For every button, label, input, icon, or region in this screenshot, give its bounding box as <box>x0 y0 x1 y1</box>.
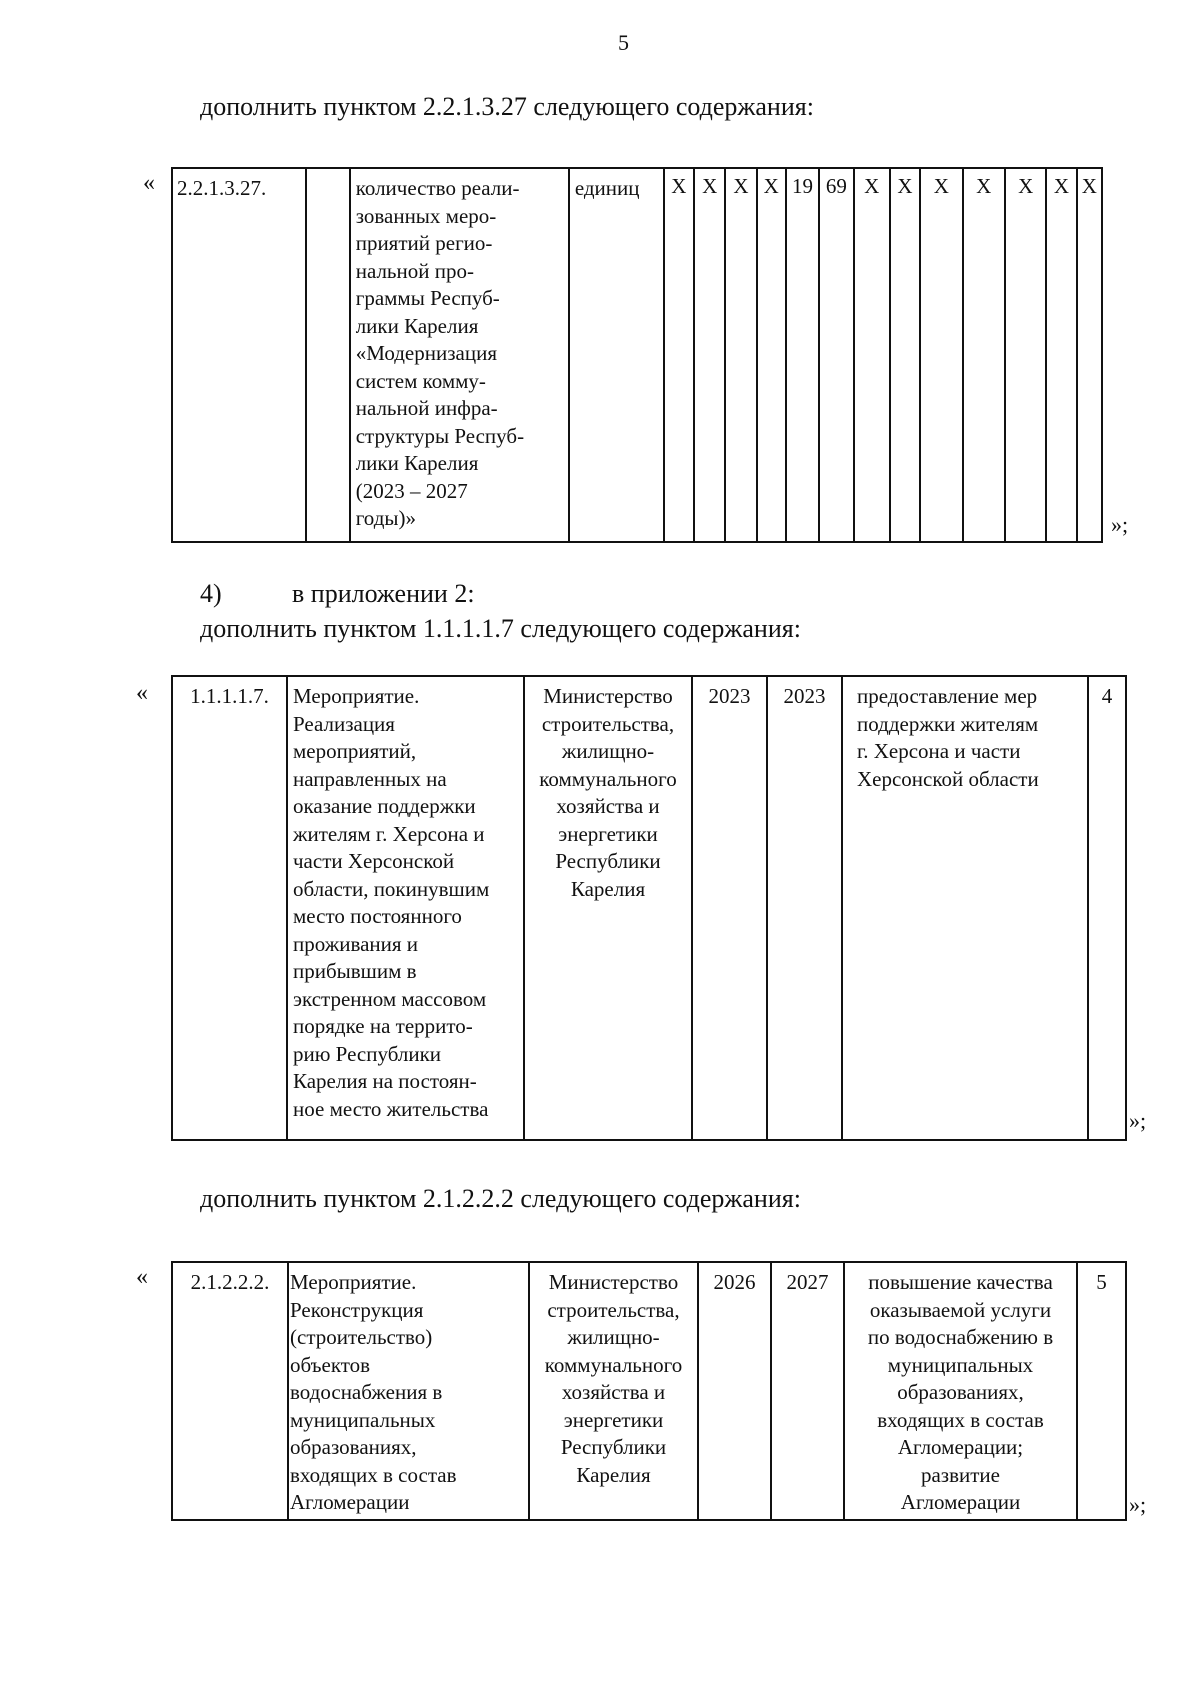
row-value-7: Х <box>854 168 890 542</box>
row-measure-name: Мероприятие. Реконструкция (строительство) объектов водоснабжения в муниципальных образованиях, входящих в состав Агломерации <box>288 1262 529 1520</box>
section3-close-quote: »; <box>1129 1492 1147 1517</box>
table-row <box>172 676 1126 1140</box>
row-value-6: 69 <box>819 168 853 542</box>
row-value-9: Х <box>920 168 962 542</box>
row-result: предоставление мер поддержки жителям г. Херсона и части Херсонской области <box>842 676 1088 1140</box>
row-value-1: Х <box>664 168 694 542</box>
row-year-end: 2023 <box>767 676 842 1140</box>
row-value-5: 19 <box>786 168 819 542</box>
row-value-2: Х <box>694 168 725 542</box>
row-value-8: Х <box>890 168 920 542</box>
row-code: 1.1.1.1.7. <box>172 676 287 1140</box>
row-executor: Министерство строительства, жилищно- коммунального хозяйства и энергетики Республики Карелия <box>524 676 692 1140</box>
table-row <box>172 168 1102 542</box>
table-row <box>172 1262 1126 1520</box>
row-code: 2.1.2.2.2. <box>172 1262 288 1520</box>
section1-open-quote: « <box>143 170 155 196</box>
section2-intro: дополнить пунктом 1.1.1.1.7 следующего содержания: <box>200 614 801 643</box>
row-indicator-name: количество реали- зованных меро- приятий регио- нальной про- граммы Респуб- лики Карелия «Модернизация систем комму- нальной инфра- структуры Респуб- лики Карелия (2023 – 2027 годы)» <box>350 168 569 542</box>
row-ref: 5 <box>1077 1262 1126 1520</box>
page-number: 5 <box>618 30 629 55</box>
row-value-11: Х <box>1005 168 1046 542</box>
row-value-12: Х <box>1046 168 1076 542</box>
table-1-1-1-1-7 <box>171 675 1127 1141</box>
section2-open-quote: « <box>136 680 148 706</box>
row-year-start: 2023 <box>692 676 767 1140</box>
row-value-13: Х <box>1077 168 1102 542</box>
row-value-3: Х <box>725 168 756 542</box>
section1-intro: дополнить пунктом 2.2.1.3.27 следующего содержания: <box>200 92 814 121</box>
section3-intro: дополнить пунктом 2.1.2.2.2 следующего содержания: <box>200 1184 801 1213</box>
row-measure-name: Мероприятие. Реализация мероприятий, направленных на оказание поддержки жителям г. Херсона и части Херсонской области, покинувшим место постоянного проживания и прибывшим в экстренном массовом порядке на террито- рию Республики Карелия на постоян- ное место жительства <box>287 676 524 1140</box>
row-code: 2.2.1.3.27. <box>172 168 306 542</box>
item-text: в приложении 2: <box>292 579 475 608</box>
section3-open-quote: « <box>136 1264 148 1290</box>
row-value-4: Х <box>757 168 786 542</box>
row-value-10: Х <box>963 168 1005 542</box>
item-number: 4) <box>200 579 222 608</box>
section2-close-quote: »; <box>1129 1108 1147 1133</box>
section1-close-quote: »; <box>1111 512 1129 537</box>
row-year-start: 2026 <box>698 1262 771 1520</box>
table-2-2-1-3-27 <box>171 167 1103 543</box>
row-result: повышение качества оказываемой услуги по водоснабжению в муниципальных образованиях, входящих в состав Агломерации; развитие Агломерации <box>844 1262 1077 1520</box>
row-ref: 4 <box>1088 676 1126 1140</box>
table-2-1-2-2-2 <box>171 1261 1127 1521</box>
row-year-end: 2027 <box>771 1262 844 1520</box>
row-unit: единиц <box>569 168 664 542</box>
row-empty-cell <box>306 168 349 542</box>
row-executor: Министерство строительства, жилищно- коммунального хозяйства и энергетики Республики Карелия <box>529 1262 698 1520</box>
